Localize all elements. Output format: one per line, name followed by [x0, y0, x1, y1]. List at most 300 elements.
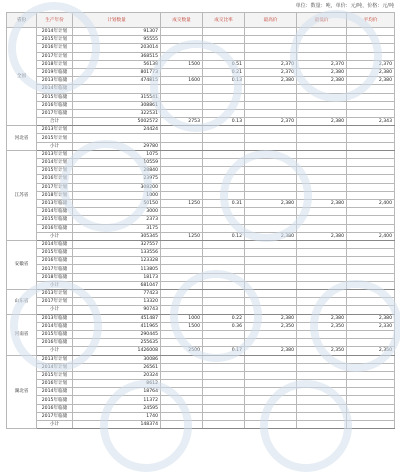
- min-price-cell: [297, 183, 347, 191]
- min-price-cell: [297, 93, 347, 101]
- planned-qty-cell: 203014: [73, 44, 161, 52]
- avg-price-cell: [347, 85, 395, 93]
- deal-ratio-cell: [203, 208, 245, 216]
- min-price-cell: [297, 306, 347, 314]
- deal-qty-cell: [161, 85, 203, 93]
- avg-price-cell: [347, 191, 395, 199]
- table-row: [7, 175, 395, 183]
- table-body: [7, 28, 395, 429]
- min-price-cell: 2,380: [297, 314, 347, 322]
- deal-qty-cell: [161, 371, 203, 379]
- table-row: [7, 60, 395, 68]
- deal-qty-cell: [161, 150, 203, 158]
- deal-qty-cell: [161, 257, 203, 265]
- avg-price-cell: [347, 52, 395, 60]
- deal-ratio-cell: [203, 216, 245, 224]
- col-header-province: 省份: [7, 13, 37, 28]
- province-cell: 河南省: [7, 314, 37, 355]
- max-price-cell: 2,380: [245, 77, 297, 85]
- avg-price-cell: [347, 404, 395, 412]
- year-cell: 2018年计划: [37, 191, 73, 199]
- min-price-cell: [297, 249, 347, 257]
- year-cell: 2014年临储: [37, 85, 73, 93]
- year-cell: 2017年计划: [37, 298, 73, 306]
- table-row: [7, 240, 395, 248]
- deal-ratio-cell: [203, 265, 245, 273]
- table-row: [7, 36, 395, 44]
- planned-qty-cell: 11372: [73, 396, 161, 404]
- province-cell: 湖北省: [7, 355, 37, 429]
- table-row: [7, 159, 395, 167]
- deal-ratio-cell: [203, 404, 245, 412]
- deal-ratio-cell: [203, 142, 245, 150]
- min-price-cell: [297, 396, 347, 404]
- year-cell: 2015年临储: [37, 249, 73, 257]
- max-price-cell: [245, 36, 297, 44]
- planned-qty-cell: 290445: [73, 330, 161, 338]
- col-header-planned-qty: 计划数量: [73, 13, 161, 28]
- avg-price-cell: [347, 109, 395, 117]
- min-price-cell: [297, 363, 347, 371]
- deal-qty-cell: [161, 363, 203, 371]
- deal-qty-cell: [161, 224, 203, 232]
- year-cell: 2017年临储: [37, 412, 73, 420]
- deal-ratio-cell: 0.51: [203, 60, 245, 68]
- planned-qty-cell: 305345: [73, 232, 161, 240]
- min-price-cell: [297, 240, 347, 248]
- planned-qty-cell: 10559: [73, 159, 161, 167]
- planned-qty-cell: 133556: [73, 249, 161, 257]
- table-row: [7, 167, 395, 175]
- max-price-cell: [245, 257, 297, 265]
- table-row: [7, 126, 395, 134]
- avg-price-cell: 2,330: [347, 322, 395, 330]
- avg-price-cell: [347, 101, 395, 109]
- year-cell: 2016年临储: [37, 101, 73, 109]
- planned-qty-cell: 681047: [73, 281, 161, 289]
- subtotal-row: [7, 347, 395, 355]
- deal-ratio-cell: 0.13: [203, 77, 245, 85]
- deal-ratio-cell: [203, 85, 245, 93]
- max-price-cell: [245, 142, 297, 150]
- table-row: [7, 322, 395, 330]
- avg-price-cell: 2,400: [347, 232, 395, 240]
- planned-qty-cell: 315541: [73, 93, 161, 101]
- table-row: [7, 388, 395, 396]
- deal-ratio-cell: 0.21: [203, 68, 245, 76]
- year-cell: 小计: [37, 306, 73, 314]
- planned-qty-cell: [73, 85, 161, 93]
- table-row: [7, 150, 395, 158]
- min-price-cell: [297, 167, 347, 175]
- planned-qty-cell: 91307: [73, 28, 161, 36]
- avg-price-cell: [347, 44, 395, 52]
- year-cell: 2013年计划: [37, 126, 73, 134]
- deal-ratio-cell: 0.12: [203, 232, 245, 240]
- planned-qty-cell: 123328: [73, 257, 161, 265]
- avg-price-cell: [347, 371, 395, 379]
- planned-qty-cell: 1000: [73, 191, 161, 199]
- max-price-cell: 2,380: [245, 314, 297, 322]
- avg-price-cell: [347, 208, 395, 216]
- avg-price-cell: [347, 142, 395, 150]
- deal-ratio-cell: [203, 93, 245, 101]
- deal-ratio-cell: [203, 306, 245, 314]
- avg-price-cell: 2,343: [347, 118, 395, 126]
- avg-price-cell: 2,380: [347, 314, 395, 322]
- avg-price-cell: [347, 388, 395, 396]
- deal-qty-cell: 1600: [161, 77, 203, 85]
- planned-qty-cell: 30086: [73, 355, 161, 363]
- planned-qty-cell: 24424: [73, 126, 161, 134]
- province-cell: 全国: [7, 28, 37, 126]
- avg-price-cell: [347, 36, 395, 44]
- deal-qty-cell: [161, 134, 203, 142]
- min-price-cell: [297, 404, 347, 412]
- deal-ratio-cell: 0.17: [203, 347, 245, 355]
- deal-qty-cell: [161, 290, 203, 298]
- year-cell: 2017年计划: [37, 52, 73, 60]
- min-price-cell: [297, 142, 347, 150]
- planned-qty-cell: 18173: [73, 273, 161, 281]
- min-price-cell: 2,380: [297, 68, 347, 76]
- deal-ratio-cell: [203, 339, 245, 347]
- table-row: [7, 101, 395, 109]
- max-price-cell: [245, 380, 297, 388]
- planned-qty-cell: 5002572: [73, 118, 161, 126]
- planned-qty-cell: 3000: [73, 208, 161, 216]
- deal-ratio-cell: [203, 363, 245, 371]
- min-price-cell: [297, 28, 347, 36]
- deal-ratio-cell: [203, 240, 245, 248]
- year-cell: 2013年临储: [37, 77, 73, 85]
- min-price-cell: [297, 380, 347, 388]
- planned-qty-cell: 474815: [73, 77, 161, 85]
- max-price-cell: [245, 93, 297, 101]
- table-row: [7, 314, 395, 322]
- planned-qty-cell: 451487: [73, 314, 161, 322]
- year-cell: 2016年临储: [37, 339, 73, 347]
- deal-ratio-cell: [203, 175, 245, 183]
- deal-ratio-cell: [203, 28, 245, 36]
- min-price-cell: [297, 257, 347, 265]
- year-cell: 2014年临储: [37, 208, 73, 216]
- min-price-cell: [297, 339, 347, 347]
- year-cell: 2013年计划: [37, 355, 73, 363]
- deal-qty-cell: [161, 183, 203, 191]
- year-cell: 2018年临储: [37, 273, 73, 281]
- year-cell: 2017年临储: [37, 109, 73, 117]
- deal-qty-cell: 1500: [161, 322, 203, 330]
- planned-qty-cell: 255635: [73, 339, 161, 347]
- planned-qty-cell: 322531: [73, 109, 161, 117]
- deal-ratio-cell: [203, 396, 245, 404]
- deal-qty-cell: [161, 412, 203, 420]
- avg-price-cell: [347, 298, 395, 306]
- deal-qty-cell: [161, 240, 203, 248]
- table-row: [7, 109, 395, 117]
- avg-price-cell: [347, 126, 395, 134]
- deal-qty-cell: 2500: [161, 347, 203, 355]
- deal-qty-cell: [161, 216, 203, 224]
- avg-price-cell: [347, 216, 395, 224]
- max-price-cell: [245, 28, 297, 36]
- year-cell: 2015年临储: [37, 396, 73, 404]
- planned-qty-cell: 13320: [73, 298, 161, 306]
- max-price-cell: [245, 363, 297, 371]
- max-price-cell: [245, 109, 297, 117]
- subtotal-row: [7, 142, 395, 150]
- year-cell: 2014年计划: [37, 28, 73, 36]
- year-cell: 2013年计划: [37, 290, 73, 298]
- planned-qty-cell: 2373: [73, 216, 161, 224]
- subtotal-row: [7, 421, 395, 429]
- year-cell: 2016年计划: [37, 380, 73, 388]
- deal-ratio-cell: [203, 109, 245, 117]
- col-header-deal-qty: 成交数量: [161, 13, 203, 28]
- planned-qty-cell: 308861: [73, 101, 161, 109]
- col-header-max-price: 最高价: [245, 13, 297, 28]
- avg-price-cell: 2,370: [347, 60, 395, 68]
- min-price-cell: [297, 290, 347, 298]
- subtotal-row: [7, 306, 395, 314]
- min-price-cell: [297, 330, 347, 338]
- year-cell: 2016年计划: [37, 175, 73, 183]
- deal-ratio-cell: 0.13: [203, 118, 245, 126]
- max-price-cell: [245, 396, 297, 404]
- year-cell: 小计: [37, 142, 73, 150]
- table-row: [7, 290, 395, 298]
- avg-price-cell: [347, 134, 395, 142]
- deal-qty-cell: [161, 68, 203, 76]
- deal-qty-cell: [161, 142, 203, 150]
- avg-price-cell: [347, 380, 395, 388]
- avg-price-cell: [347, 159, 395, 167]
- avg-price-cell: [347, 93, 395, 101]
- col-header-year: 生产年份: [37, 13, 73, 28]
- planned-qty-cell: 1075: [73, 150, 161, 158]
- table-row: [7, 249, 395, 257]
- min-price-cell: 2,350: [297, 322, 347, 330]
- avg-price-cell: [347, 240, 395, 248]
- deal-qty-cell: [161, 208, 203, 216]
- min-price-cell: [297, 150, 347, 158]
- max-price-cell: [245, 167, 297, 175]
- deal-qty-cell: [161, 101, 203, 109]
- avg-price-cell: [347, 281, 395, 289]
- year-cell: 2014年临储: [37, 388, 73, 396]
- max-price-cell: [245, 249, 297, 257]
- planned-qty-cell: 28840: [73, 167, 161, 175]
- avg-price-cell: [347, 290, 395, 298]
- avg-price-cell: [347, 167, 395, 175]
- avg-price-cell: 2,380: [347, 77, 395, 85]
- max-price-cell: [245, 412, 297, 420]
- planned-qty-cell: 148374: [73, 421, 161, 429]
- province-cell: 河北省: [7, 126, 37, 151]
- planned-qty-cell: 20324: [73, 371, 161, 379]
- deal-ratio-cell: [203, 126, 245, 134]
- deal-qty-cell: [161, 167, 203, 175]
- table-row: [7, 257, 395, 265]
- deal-qty-cell: [161, 265, 203, 273]
- min-price-cell: [297, 208, 347, 216]
- table-row: [7, 273, 395, 281]
- auction-results-table: [6, 12, 395, 429]
- deal-qty-cell: 2753: [161, 118, 203, 126]
- max-price-cell: [245, 298, 297, 306]
- table-row: [7, 339, 395, 347]
- year-cell: 小计: [37, 421, 73, 429]
- deal-qty-cell: [161, 396, 203, 404]
- max-price-cell: [245, 208, 297, 216]
- max-price-cell: [245, 134, 297, 142]
- table-row: [7, 224, 395, 232]
- deal-qty-cell: [161, 36, 203, 44]
- year-cell: 2014年计划: [37, 159, 73, 167]
- max-price-cell: [245, 150, 297, 158]
- min-price-cell: [297, 44, 347, 52]
- max-price-cell: [245, 290, 297, 298]
- max-price-cell: [245, 330, 297, 338]
- avg-price-cell: 2,400: [347, 199, 395, 207]
- deal-ratio-cell: [203, 191, 245, 199]
- table-row: [7, 85, 395, 93]
- max-price-cell: [245, 85, 297, 93]
- year-cell: 合计: [37, 118, 73, 126]
- province-cell: 江苏省: [7, 150, 37, 240]
- year-cell: 2015年临储: [37, 93, 73, 101]
- max-price-cell: [245, 183, 297, 191]
- year-cell: 小计: [37, 281, 73, 289]
- avg-price-cell: [347, 273, 395, 281]
- deal-qty-cell: [161, 421, 203, 429]
- max-price-cell: [245, 404, 297, 412]
- deal-qty-cell: [161, 306, 203, 314]
- col-header-min-price: 最低价: [297, 13, 347, 28]
- min-price-cell: 2,380: [297, 199, 347, 207]
- deal-qty-cell: [161, 355, 203, 363]
- planned-qty-cell: 801773: [73, 68, 161, 76]
- avg-price-cell: [347, 355, 395, 363]
- deal-ratio-cell: [203, 371, 245, 379]
- subtotal-row: [7, 281, 395, 289]
- deal-ratio-cell: [203, 412, 245, 420]
- year-cell: 2017年计划: [37, 183, 73, 191]
- deal-qty-cell: [161, 380, 203, 388]
- max-price-cell: 2,370: [245, 60, 297, 68]
- min-price-cell: [297, 52, 347, 60]
- max-price-cell: [245, 126, 297, 134]
- subtotal-row: [7, 118, 395, 126]
- year-cell: 2013年临储: [37, 199, 73, 207]
- min-price-cell: [297, 134, 347, 142]
- planned-qty-cell: 3175: [73, 224, 161, 232]
- min-price-cell: [297, 175, 347, 183]
- min-price-cell: [297, 388, 347, 396]
- year-cell: 2016年计划: [37, 44, 73, 52]
- deal-ratio-cell: [203, 273, 245, 281]
- deal-ratio-cell: [203, 224, 245, 232]
- year-cell: 2017年临储: [37, 265, 73, 273]
- min-price-cell: 2,380: [297, 77, 347, 85]
- deal-ratio-cell: [203, 330, 245, 338]
- deal-ratio-cell: [203, 183, 245, 191]
- deal-qty-cell: [161, 191, 203, 199]
- deal-qty-cell: [161, 298, 203, 306]
- max-price-cell: [245, 52, 297, 60]
- table-row: [7, 68, 395, 76]
- min-price-cell: 2,370: [297, 60, 347, 68]
- planned-qty-cell: 8612: [73, 380, 161, 388]
- max-price-cell: 2,380: [245, 199, 297, 207]
- deal-ratio-cell: [203, 281, 245, 289]
- max-price-cell: [245, 224, 297, 232]
- year-cell: 2016年临储: [37, 257, 73, 265]
- year-cell: 2015年计划: [37, 134, 73, 142]
- max-price-cell: [245, 265, 297, 273]
- deal-qty-cell: [161, 44, 203, 52]
- deal-ratio-cell: [203, 52, 245, 60]
- table-row: [7, 77, 395, 85]
- deal-ratio-cell: [203, 36, 245, 44]
- planned-qty-cell: 50150: [73, 199, 161, 207]
- year-cell: 小计: [37, 232, 73, 240]
- planned-qty-cell: 308200: [73, 183, 161, 191]
- min-price-cell: [297, 298, 347, 306]
- planned-qty-cell: 368515: [73, 52, 161, 60]
- min-price-cell: [297, 159, 347, 167]
- deal-qty-cell: [161, 93, 203, 101]
- planned-qty-cell: 95555: [73, 36, 161, 44]
- min-price-cell: 2,380: [297, 232, 347, 240]
- deal-qty-cell: [161, 330, 203, 338]
- min-price-cell: [297, 36, 347, 44]
- deal-qty-cell: 1250: [161, 232, 203, 240]
- min-price-cell: [297, 281, 347, 289]
- col-header-deal-ratio: 成交比率: [203, 13, 245, 28]
- table-row: [7, 355, 395, 363]
- min-price-cell: 2,350: [297, 347, 347, 355]
- avg-price-cell: [347, 257, 395, 265]
- max-price-cell: 2,370: [245, 118, 297, 126]
- avg-price-cell: [347, 330, 395, 338]
- planned-qty-cell: 23975: [73, 175, 161, 183]
- year-cell: 2014年临储: [37, 240, 73, 248]
- table-row: [7, 28, 395, 36]
- max-price-cell: [245, 159, 297, 167]
- max-price-cell: [245, 44, 297, 52]
- planned-qty-cell: 24595: [73, 404, 161, 412]
- max-price-cell: [245, 175, 297, 183]
- table-header-row: [7, 13, 395, 28]
- year-cell: 2013年计划: [37, 150, 73, 158]
- max-price-cell: [245, 281, 297, 289]
- max-price-cell: 2,380: [245, 347, 297, 355]
- deal-qty-cell: 1250: [161, 199, 203, 207]
- avg-price-cell: [347, 28, 395, 36]
- deal-ratio-cell: [203, 249, 245, 257]
- planned-qty-cell: 90743: [73, 306, 161, 314]
- planned-qty-cell: [73, 134, 161, 142]
- deal-qty-cell: [161, 109, 203, 117]
- table-row: [7, 44, 395, 52]
- planned-qty-cell: 1740: [73, 412, 161, 420]
- min-price-cell: [297, 273, 347, 281]
- planned-qty-cell: 77423: [73, 290, 161, 298]
- avg-price-cell: [347, 396, 395, 404]
- table-row: [7, 208, 395, 216]
